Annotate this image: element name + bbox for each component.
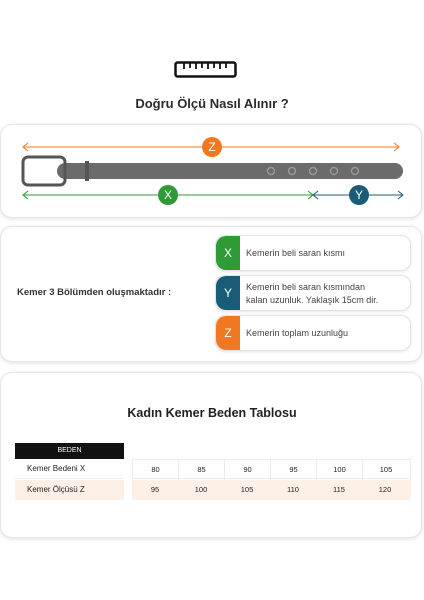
belt-parts-card bbox=[0, 226, 422, 362]
legend-text-x: Kemerin beli saran kısmı bbox=[246, 248, 346, 258]
legend-item-z bbox=[215, 315, 411, 351]
table-row bbox=[132, 480, 411, 500]
legend-text-z: Kemerin toplam uzunluğu bbox=[246, 328, 349, 338]
table-cell: 85 bbox=[179, 460, 225, 480]
legend-letter-x: X bbox=[216, 236, 240, 270]
table-cell: 105 bbox=[379, 465, 393, 474]
table-cell: 100 bbox=[194, 485, 208, 494]
table-cell: 115 bbox=[333, 485, 345, 494]
table-row-label: Kemer Ölçüsü Z bbox=[15, 480, 124, 500]
table-cell: 95 bbox=[271, 460, 317, 480]
ruler-icon bbox=[174, 60, 238, 80]
size-table-card bbox=[0, 372, 422, 538]
page-title: Doğru Ölçü Nasıl Alınır ? bbox=[135, 96, 289, 111]
legend-text-y-line2: kalan uzunluk. Yaklaşık 15cm dir. bbox=[246, 295, 379, 305]
table-row bbox=[132, 459, 411, 479]
size-table-title: Kadın Kemer Beden Tablosu bbox=[127, 406, 297, 420]
belt-diagram-card bbox=[0, 124, 422, 218]
table-cell: 110 bbox=[287, 485, 299, 494]
table-cell: 105 bbox=[240, 485, 254, 494]
legend-text-y-line1: Kemerin beli saran kısmından bbox=[246, 282, 366, 292]
table-row-label: Kemer Bedeni X bbox=[15, 459, 124, 479]
table-cell: 90 bbox=[225, 460, 271, 480]
belt-parts-intro: Kemer 3 Bölümden oluşmaktadır : bbox=[17, 287, 172, 298]
table-cell: 95 bbox=[150, 485, 160, 494]
z-badge: Z bbox=[202, 137, 222, 157]
legend-item-x bbox=[215, 235, 411, 271]
y-badge: Y bbox=[349, 185, 369, 205]
legend-item-y bbox=[215, 275, 411, 311]
legend-letter-y: Y bbox=[216, 276, 240, 310]
size-table-header: BEDEN bbox=[15, 443, 124, 459]
table-cell: 120 bbox=[378, 485, 392, 494]
table-cell: 80 bbox=[133, 460, 179, 480]
x-badge: X bbox=[158, 185, 178, 205]
legend-letter-z: Z bbox=[216, 316, 240, 350]
table-cell: 100 bbox=[317, 460, 363, 480]
